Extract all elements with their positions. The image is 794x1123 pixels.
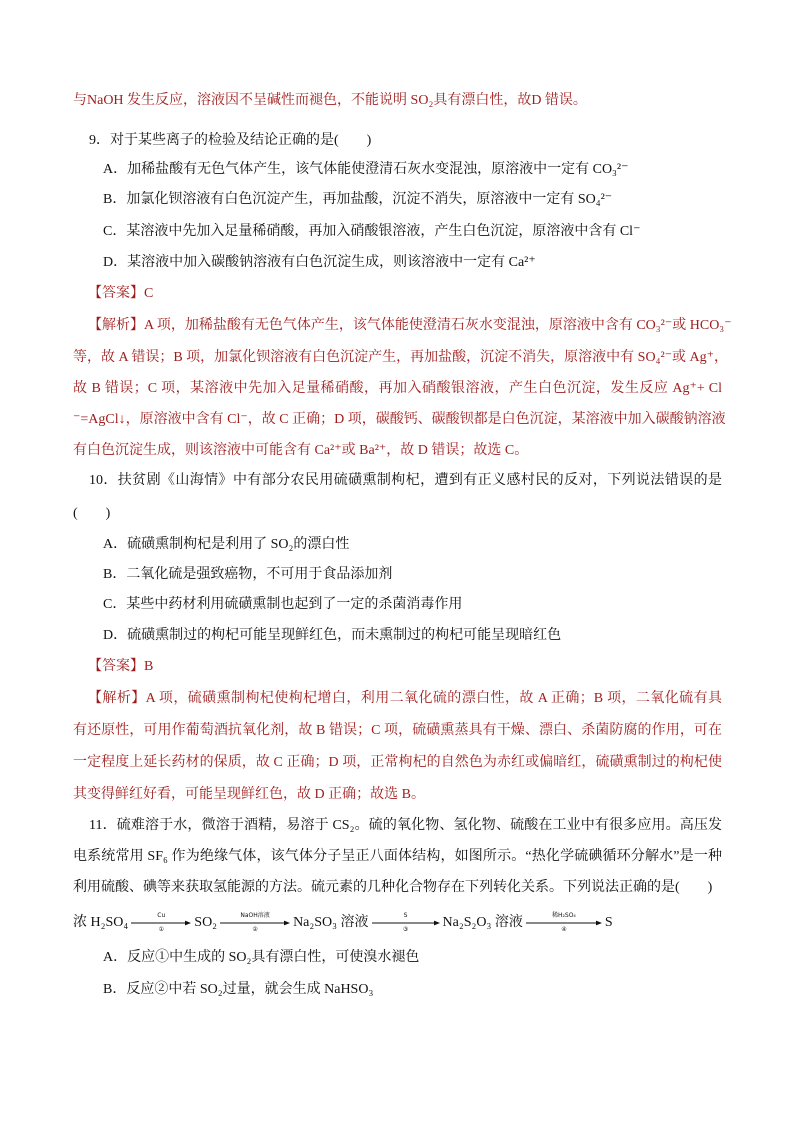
reaction-scheme — [73, 908, 613, 938]
arrow-reagent: NaOH溶液 — [240, 912, 270, 919]
q11-stem: 11．硫难溶于水，微溶于酒精，易溶于 CS₂。硫的氧化物、氢化物、硫酸在工业中有很多应用。高压发 — [89, 818, 722, 833]
q9-analysis-line: ⁻=AgCl↓，原溶液中含有 Cl⁻，故 C 正确；D 项，碳酸钙、碳酸钡都是白色沉淀，某溶液中加入碳酸钠溶液 — [73, 412, 726, 427]
intro-line: 与NaOH 发生反应，溶液因不呈碱性而褪色，不能说明 SO₂具有漂白性，故D 错误。 — [73, 93, 587, 108]
scheme-product: S — [604, 915, 613, 930]
q9-analysis-line: 故 B 错误；C 项，某溶液中先加入足量稀硝酸，再加入硝酸银溶液，产生白色沉淀，发生反应 Ag⁺+ Cl — [73, 381, 722, 396]
reaction-arrow — [131, 908, 191, 938]
q10-analysis-line: 一定程度上延长药材的保质，故 C 正确；D 项，正常枸杞的自然色为赤红或偏暗红，硫磺熏制过的枸杞使 — [73, 755, 722, 770]
scheme-product: Na₂S₂O₃ 溶液 — [442, 915, 523, 930]
q9-option-c: C．某溶液中先加入足量稀硝酸，再加入硝酸银溶液，产生白色沉淀，原溶液中含有 Cl⁻ — [103, 224, 641, 239]
q9-option-b: B．加氯化钡溶液有白色沉淀产生，再加盐酸，沉淀不消失，原溶液中一定有 SO₄²⁻ — [103, 192, 613, 207]
q11-option-b: B．反应②中若 SO₂过量，就会生成 NaHSO₃ — [103, 982, 374, 997]
scheme-start: 浓 H₂SO₄ — [73, 915, 129, 930]
q9-stem: 9．对于某些离子的检验及结论正确的是( ) — [89, 133, 372, 148]
q10-stem-blank: ( ) — [73, 506, 111, 521]
q11-stem: 利用硫酸、碘等来获取氢能源的方法。硫元素的几种化合物存在下列转化关系。下列说法正确的是( ) — [73, 880, 713, 895]
q10-answer — [88, 657, 153, 677]
q9-analysis-line: 有白色沉淀生成，则该溶液中可能含有 Ca²⁺或 Ba²⁺，故 D 错误；故选 C。 — [73, 443, 529, 458]
arrow-reagent: 稀H₂SO₄ — [551, 912, 576, 919]
q10-option-d: D．硫磺熏制过的枸杞可能呈现鲜红色，而未熏制过的枸杞可能呈现暗红色 — [103, 628, 562, 643]
arrow-reagent: S — [403, 912, 408, 919]
arrow-reagent: Cu — [157, 912, 166, 919]
q9-analysis-line: 等，故 A 错误；B 项，加氯化钡溶液有白色沉淀产生，再加盐酸，沉淀不消失，原溶液中有 SO₄²⁻或 Ag⁺， — [73, 350, 729, 365]
scheme-product: SO₂ — [194, 915, 218, 930]
q9-answer — [88, 284, 153, 304]
answer-value: B — [144, 659, 154, 674]
q10-analysis-line: 其变得鲜红好看，可能呈现鲜红色，故 D 正确；故选 B。 — [73, 787, 425, 802]
reaction-arrow — [220, 908, 290, 938]
q11-option-a: A．反应①中生成的 SO₂具有漂白性，可使溴水褪色 — [103, 950, 420, 965]
q9-analysis-line: 【解析】A 项，加稀盐酸有无色气体产生，该气体能使澄清石灰水变混浊，原溶液中含有 CO₃²⁻或 HCO₃⁻ — [88, 318, 732, 333]
reaction-arrow — [526, 908, 602, 938]
q11-stem: 电系统常用 SF₆ 作为绝缘气体，该气体分子呈正八面体结构，如图所示。“热化学硫碘循环分解水”是一种 — [73, 849, 722, 864]
arrow-step-label: ② — [252, 926, 258, 933]
arrow-step-label: ① — [158, 926, 164, 933]
q10-stem: 10．扶贫剧《山海情》中有部分农民用硫磺熏制枸杞，遭到有正义感村民的反对，下列说法错误的是 — [89, 473, 722, 488]
q10-option-c: C．某些中药材利用硫磺熏制也起到了一定的杀菌消毒作用 — [103, 597, 463, 612]
scheme-product: Na₂SO₃ 溶液 — [293, 915, 369, 930]
q10-option-a: A．硫磺熏制枸杞是利用了 SO₂的漂白性 — [103, 537, 350, 552]
q9-option-a: A．加稀盐酸有无色气体产生，该气体能使澄清石灰水变混浊，原溶液中一定有 CO₃²⁻ — [103, 162, 629, 177]
answer-label: 【答案】 — [88, 286, 144, 301]
answer-label: 【答案】 — [88, 659, 144, 674]
q10-analysis-line: 【解析】A 项，硫磺熏制枸杞使枸杞增白，利用二氧化硫的漂白性，故 A 正确；B 项，二氧化硫有具 — [88, 691, 722, 706]
answer-value: C — [144, 286, 154, 301]
arrow-step-label: ③ — [402, 926, 409, 933]
reaction-arrow — [372, 908, 440, 938]
q10-analysis-line: 有还原性，可用作葡萄酒抗氧化剂，故 B 错误；C 项，硫磺熏蒸具有干燥、漂白、杀菌防腐的作用，可在 — [73, 723, 722, 738]
q9-option-d: D．某溶液中加入碳酸钠溶液有白色沉淀生成，则该溶液中一定有 Ca²⁺ — [103, 255, 536, 270]
q10-option-b: B．二氧化硫是强致癌物，不可用于食品添加剂 — [103, 567, 393, 582]
arrow-step-label: ④ — [561, 926, 567, 933]
